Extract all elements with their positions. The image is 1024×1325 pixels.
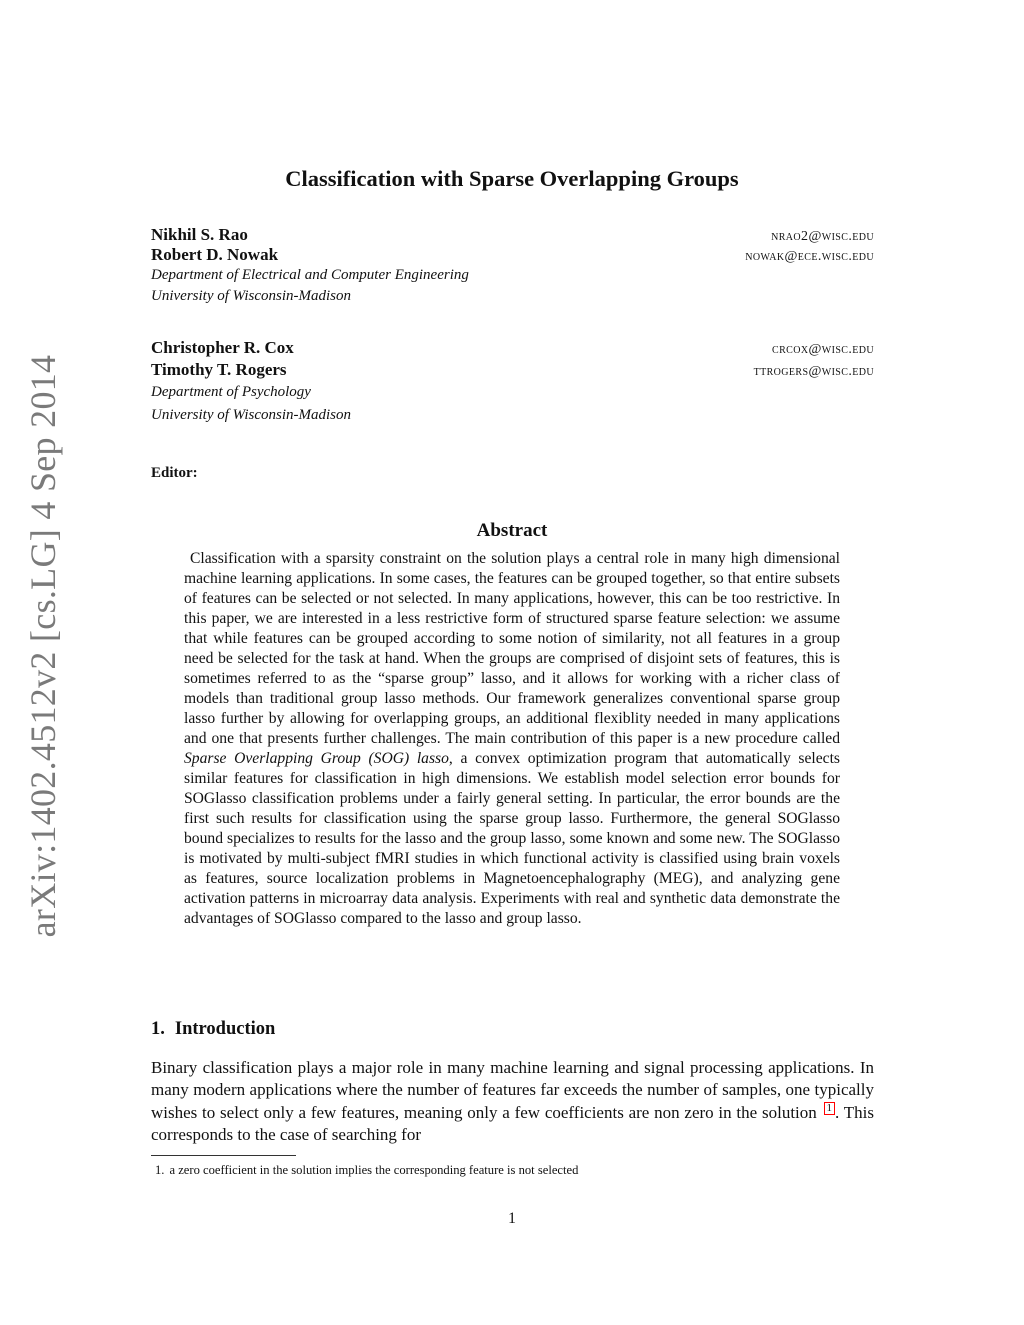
paper-title: Classification with Sparse Overlapping Groups xyxy=(285,166,739,191)
author-group xyxy=(151,225,874,306)
university: University of Wisconsin-Madison xyxy=(151,287,351,304)
footnote-link[interactable]: 1 xyxy=(824,1102,836,1115)
author-email: nowak@ece.wisc.edu xyxy=(745,249,874,264)
section-number: 1. xyxy=(151,1019,165,1039)
author-name: Nikhil S. Rao xyxy=(151,225,248,244)
footnote-divider xyxy=(151,1155,296,1156)
section-heading xyxy=(151,1019,275,1040)
author-name: Timothy T. Rogers xyxy=(151,360,287,379)
editor-label: Editor: xyxy=(151,465,198,481)
intro-text-part: Binary classification plays a major role in many machine learning and signal processing applications. In many modern applications where the number of features far exceeds the number of samples, one typically wishes to select only a few features, meaning only a few coefficients are non zero in the solution xyxy=(151,1058,874,1122)
author-row xyxy=(151,245,874,265)
author-name: Robert D. Nowak xyxy=(151,245,279,264)
abstract-heading: Abstract xyxy=(476,520,548,541)
abstract-text-part: , a convex optimization program that automatically selects similar features for classification in high dimensions. We establish model selection error bounds for SOGlasso classification problems under a fairly general setting. In particular, the error bounds are the first such results for classification using the sparse group lasso. Furthermore, the general SOGlasso bound specializes to results for the lasso and the group lasso, some known and some new. The SOGlasso is motivated by multi-subject fMRI studies in which functional activity is classified using brain voxels as features, source localization problems in Magnetoencephalography (MEG), and analyzing gene activation patterns in microarray data analysis. Experiments with real and synthetic data demonstrate the advantages of SOGlasso compared to the lasso and group lasso. xyxy=(184,750,840,927)
footnote xyxy=(155,1163,578,1178)
university: University of Wisconsin-Madison xyxy=(151,407,351,423)
footnote-number: 1. xyxy=(155,1163,165,1177)
author-group xyxy=(151,337,874,427)
abstract-emphasis: Sparse Overlapping Group (SOG) lasso xyxy=(184,750,449,767)
author-row xyxy=(151,359,874,381)
author-email: ttrogers@wisc.edu xyxy=(753,364,874,379)
author-email: nrao2@wisc.edu xyxy=(771,229,874,244)
department: Department of Electrical and Computer Engineering xyxy=(151,267,469,283)
arxiv-stamp: arXiv:1402.4512v2 [cs.LG] 4 Sep 2014 xyxy=(23,354,63,938)
author-name: Christopher R. Cox xyxy=(151,338,294,357)
intro-text-part: . This corresponds to the case of searching for xyxy=(151,1102,874,1145)
introduction-text xyxy=(151,1057,874,1147)
section-title: Introduction xyxy=(174,1019,276,1039)
author-row xyxy=(151,225,874,245)
abstract-text xyxy=(184,549,840,929)
author-row xyxy=(151,337,874,359)
footnote-text: a zero coefficient in the solution implies the corresponding feature is not selected xyxy=(169,1163,579,1177)
author-email: crcox@wisc.edu xyxy=(772,342,874,357)
page-number: 1 xyxy=(508,1210,516,1227)
abstract-text-part: Classification with a sparsity constraint on the solution plays a central role in many high dimensional machine learning applications. In some cases, the features can be grouped together, so that entire subsets of features can be selected or not selected. In many applications, however, this can be too restrictive. In this paper, we are interested in a less restrictive form of structured sparse feature selection: we assume that while features can be grouped according to some notion of similarity, not all features in a group need be selected for the task at hand. When the groups are comprised of disjoint sets of features, this is sometimes referred to as the “sparse group” lasso, and it allows for working with a richer class of models than traditional group lasso methods. Our framework generalizes conventional sparse group lasso further by allowing for overlapping groups, an additional flexiblity needed in many applications and one that presents further challenges. The main contribution of this paper is a new procedure called xyxy=(184,550,840,747)
department: Department of Psychology xyxy=(151,384,311,400)
